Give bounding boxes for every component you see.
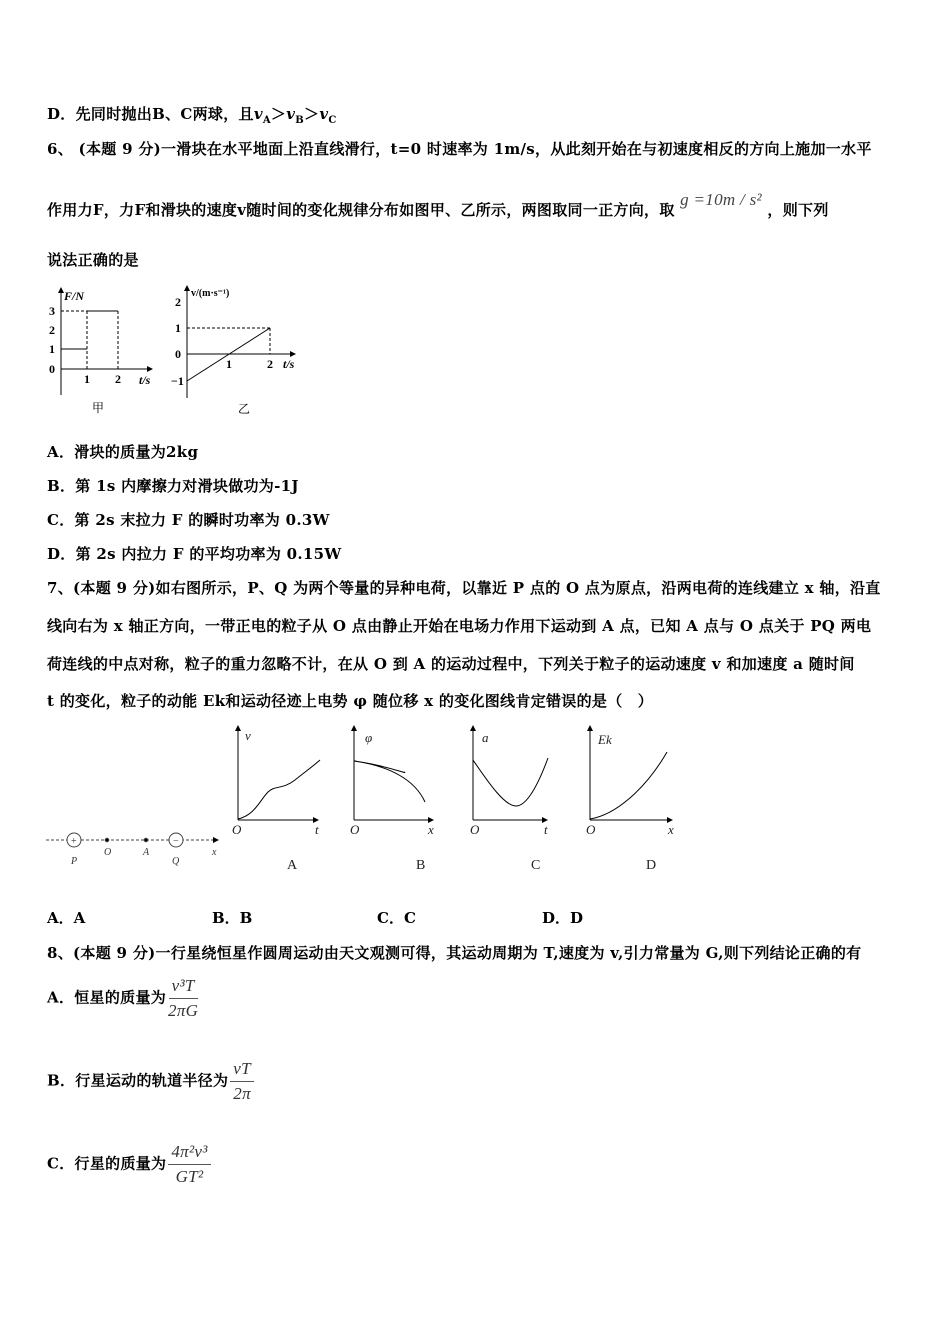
svg-text:1: 1	[84, 372, 90, 386]
velocity-caption: 乙	[238, 402, 251, 416]
velocity-graph	[187, 286, 295, 398]
svg-text:x: x	[428, 822, 434, 837]
q8-option-b: B．行星运动的轨道半径为 $\frac{vT}{2\pi}$	[47, 1059, 254, 1104]
q6-option-a: A．滑块的质量为2kg	[47, 443, 199, 461]
svg-text:0: 0	[49, 362, 55, 376]
fraction-b: $\frac{vT}{2\pi}$	[230, 1059, 254, 1104]
svg-text:1: 1	[226, 357, 232, 371]
svg-text:Ek: Ek	[598, 732, 612, 747]
q6-stem-line2: 作用力F，力F和滑块的速度v随时间的变化规律分布如图甲、乙所示，两图取同一正方向，取 g =10m / s² ，则下列	[47, 190, 829, 219]
svg-text:t: t	[315, 822, 319, 837]
svg-text:C: C	[531, 858, 541, 873]
q5-option-d: D．先同时抛出B、C两球，且$v_A>v_B>v_C$	[47, 105, 337, 126]
velocity-y-label: v/(m·s⁻¹)	[191, 288, 230, 299]
svg-text:2: 2	[115, 372, 121, 386]
svg-text:D: D	[646, 858, 657, 873]
svg-text:t: t	[544, 822, 548, 837]
q6-figures	[40, 280, 320, 420]
svg-text:Q: Q	[172, 856, 180, 867]
svg-text:P: P	[71, 856, 78, 867]
force-y-label: F/N	[64, 289, 85, 303]
svg-text:O: O	[232, 822, 242, 837]
svg-text:A: A	[143, 847, 150, 858]
svg-text:A: A	[287, 858, 298, 873]
q6-stem-line3: 说法正确的是	[47, 251, 139, 269]
q7-stem-line2: 线向右为 x 轴正方向，一带正电的粒子从 O 点由静止开始在电场力作用下运动到 A 点，已知 A 点与 O 点关于 PQ 两电	[47, 617, 872, 635]
svg-text:t/s: t/s	[283, 357, 295, 371]
svg-text:+: +	[71, 836, 77, 847]
svg-text:O: O	[470, 822, 480, 837]
q6-stem-line1: 6、 (本题 9 分)一滑块在水平地面上沿直线滑行，t=0 时速率为 1m/s，从此刻开始在与初速度相反的方向上施加一水平	[47, 140, 872, 158]
svg-text:a: a	[482, 730, 489, 745]
svg-text:x: x	[668, 822, 674, 837]
svg-text:O: O	[586, 822, 596, 837]
svg-text:2: 2	[49, 323, 55, 337]
q7-option-d: D．D	[542, 909, 584, 927]
q6-option-d: D．第 2s 内拉力 F 的平均功率为 0.15W	[47, 545, 342, 563]
svg-text:2: 2	[267, 357, 273, 371]
svg-text:t/s: t/s	[139, 373, 151, 387]
q6-option-c: C．第 2s 末拉力 F 的瞬时功率为 0.3W	[47, 511, 330, 529]
q8-option-a: A．恒星的质量为 $\frac{\text{v³T}}{2\pi G}$	[47, 976, 199, 1020]
q8-option-c: C．行星的质量为 $\frac{\text{4π²v³}}{\text{GT²}}$	[47, 1142, 211, 1187]
q7-stem-line3: 荷连线的中点对称，粒子的重力忽略不计，在从 O 到 A 的运动过程中，下列关于粒子的运动速度 v 和加速度 a 随时间	[47, 655, 855, 673]
svg-text:O: O	[104, 847, 112, 858]
svg-text:1: 1	[49, 342, 55, 356]
svg-text:B: B	[416, 858, 426, 873]
svg-text:φ: φ	[365, 730, 373, 745]
svg-text:O: O	[350, 822, 360, 837]
fraction-a: $\frac{\text{v³T}}{2\pi G}$	[168, 976, 199, 1020]
q8-stem: 8、(本题 9 分)一行星绕恒星作圆周运动由天文观测可得，其运动周期为 T,速度为 v,引力常量为 G,则下列结论正确的有	[47, 944, 862, 962]
svg-text:−1: −1	[171, 374, 184, 388]
svg-text:0: 0	[175, 347, 181, 361]
svg-text:v: v	[245, 728, 251, 743]
svg-text:2: 2	[175, 295, 181, 309]
q7-stem-line4: t 的变化，粒子的动能 Ek和运动径迹上电势 φ 随位移 x 的变化图线肯定错误的是（ ）	[47, 692, 654, 710]
q7-option-a: A．A	[47, 909, 86, 927]
q7-option-b: B．B	[212, 909, 253, 927]
q6-option-b: B．第 1s 内摩擦力对滑块做功为-1J	[47, 477, 299, 495]
q7-stem-line1: 7、(本题 9 分)如右图所示，P、Q 为两个等量的异种电荷，以靠近 P 点的 O 点为原点，沿两电荷的连线建立 x 轴，沿直	[47, 579, 881, 597]
svg-text:1: 1	[175, 321, 181, 335]
fraction-c: $\frac{\text{4π²v³}}{\text{GT²}}$	[168, 1142, 210, 1187]
svg-text:−: −	[173, 836, 179, 847]
svg-text:x: x	[212, 847, 217, 858]
q7-figures	[40, 720, 700, 880]
q7-option-c: C．C	[377, 909, 416, 927]
svg-text:3: 3	[49, 304, 55, 318]
force-caption: 甲	[92, 401, 105, 415]
